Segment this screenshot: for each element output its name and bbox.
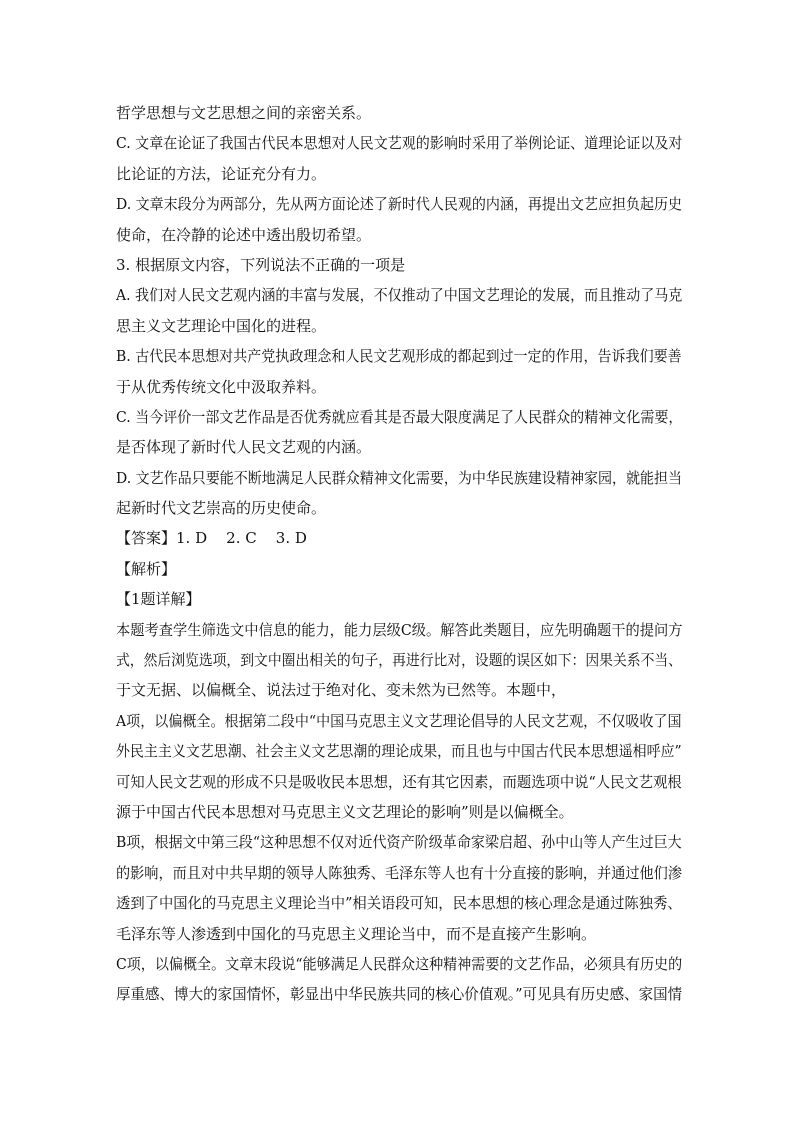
text-line: 思主义文艺理论中国化的进程。 — [116, 316, 327, 335]
text-line: 起新时代文艺崇高的历史使命。 — [116, 499, 327, 518]
question-1-detail-heading: 【1题详解】 — [116, 590, 201, 609]
explanation-text: 毛泽东等人渗透到中国化的马克思主义理论当中，而不是直接产生影响。 — [116, 924, 597, 943]
explanation-text: 式，然后浏览选项，到文中圈出相关的句子，再进行比对，设题的误区如下：因果关系不当、 — [116, 651, 682, 670]
explanation-text: 外民主主义文艺思潮、社会主义文艺思潮的理论成果，而且也与中国古代民本思想遥相呼应” — [116, 742, 682, 761]
option-a-text: A. 我们对人民文艺观内涵的丰富与发展，不仅推动了中国文艺理论的发展，而且推动了马克 — [116, 286, 683, 305]
question-3: 3. 根据原文内容，下列说法不正确的一项是 — [116, 255, 406, 274]
answer-line: 【答案】1. D 2. C 3. D — [116, 529, 307, 548]
option-c-text: C. 当今评价一部文艺作品是否优秀就应看其是否最大限度满足了人民群众的精神文化需要， — [116, 407, 683, 426]
item-b-explanation: B项，根据文中第三段“这种思想不仅对近代资产阶级革命家梁启超、孙中山等人产生过巨大 — [116, 833, 682, 852]
explanation-text: 厚重感、博大的家国情怀，彰显出中华民族共同的核心价值观。”可见具有历史感、家国情 — [116, 985, 683, 1004]
option-d-text: D. 文艺作品只要能不断地满足人民群众精神文化需要，为中华民族建设精神家园，就能担当 — [116, 468, 683, 487]
explanation-text: 源于中国古代民本思想对马克思主义文艺理论的影响”则是以偏概全。 — [116, 802, 574, 821]
explanation-text: 于文无据、以偏概全、说法过于绝对化、变未然为已然等。本题中， — [116, 681, 567, 700]
explanation-text: 透到了中国化的马克思主义理论当中”相关语段可知，民本思想的核心理念是通过陈独秀、 — [116, 894, 682, 913]
item-a-explanation: A项，以偏概全。根据第二段中“中国马克思主义文艺理论倡导的人民文艺观，不仅吸收了国 — [116, 711, 682, 730]
explanation-text: 的影响，而且对中共早期的领导人陈独秀、毛泽东等人也有十分直接的影响，并通过他们渗 — [116, 863, 682, 882]
document-page — [116, 98, 682, 1010]
option-d-text: D. 文章末段分为两部分，先从两方面论述了新时代人民观的内涵，再提出文艺应担负起历史 — [116, 195, 683, 214]
explanation-text: 可知人民文艺观的形成不只是吸收民本思想，还有其它因素，而题选项中说“人民文艺观根 — [116, 772, 682, 791]
text-line: 使命，在冷静的论述中透出殷切希望。 — [116, 225, 372, 244]
text-line: 是否体现了新时代人民文艺观的内涵。 — [116, 438, 372, 457]
text-line: 于从优秀传统文化中汲取养料。 — [116, 377, 327, 396]
text-line: 比论证的方法，论证充分有力。 — [116, 164, 327, 183]
option-c-text: C. 文章在论证了我国古代民本思想对人民文艺观的影响时采用了举例论证、道理论证以及对 — [116, 134, 683, 153]
text-line: 哲学思想与文艺思想之间的亲密关系。 — [116, 104, 372, 122]
explanation-text: 本题考查学生筛选文中信息的能力，能力层级C级。解答此类题目，应先明确题干的提问方 — [116, 620, 683, 639]
option-b-text: B. 古代民本思想对共产党执政理念和人民文艺观形成的都起到过一定的作用，告诉我们要善 — [116, 347, 682, 366]
analysis-heading: 【解析】 — [116, 559, 177, 578]
item-c-explanation: C项，以偏概全。文章末段说“能够满足人民群众这种精神需要的文艺作品，必须具有历史的 — [116, 954, 683, 973]
